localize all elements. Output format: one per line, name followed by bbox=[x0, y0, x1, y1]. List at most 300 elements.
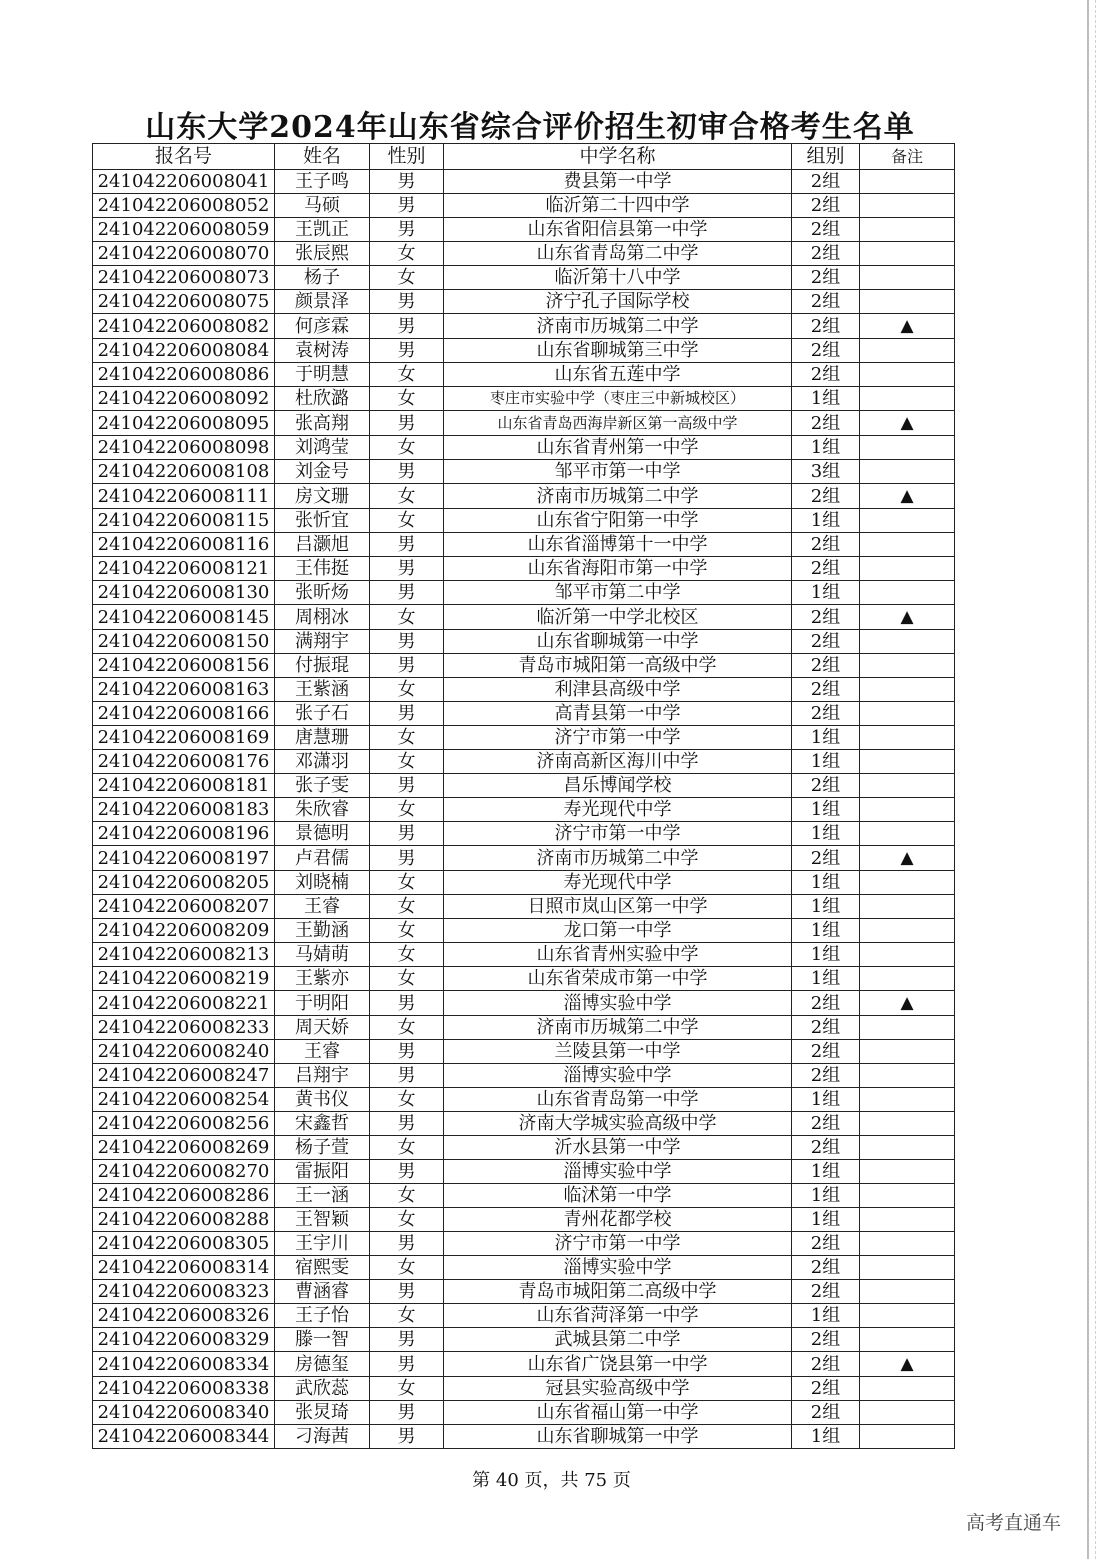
registration-id-cell: 241042206008075 bbox=[93, 290, 275, 314]
school-cell: 临沂第二十四中学 bbox=[444, 194, 792, 218]
note-cell bbox=[860, 1328, 955, 1352]
registration-id-cell: 241042206008092 bbox=[93, 387, 275, 411]
note-cell bbox=[860, 194, 955, 218]
group-cell: 1组 bbox=[792, 919, 860, 943]
sex-cell: 男 bbox=[370, 822, 444, 846]
group-cell: 1组 bbox=[792, 871, 860, 895]
note-cell bbox=[860, 242, 955, 266]
table-row bbox=[93, 1136, 955, 1160]
table-row bbox=[93, 991, 955, 1016]
note-cell bbox=[860, 1208, 955, 1232]
name-cell: 马婧萌 bbox=[275, 943, 370, 967]
name-cell: 杜欣潞 bbox=[275, 387, 370, 411]
school-cell: 昌乐博闻学校 bbox=[444, 774, 792, 798]
note-cell bbox=[860, 170, 955, 194]
name-cell: 滕一智 bbox=[275, 1328, 370, 1352]
name-cell: 邓潇羽 bbox=[275, 750, 370, 774]
school-cell: 山东省青岛第一中学 bbox=[444, 1088, 792, 1112]
note-cell bbox=[860, 581, 955, 605]
registration-id-cell: 241042206008240 bbox=[93, 1040, 275, 1064]
school-cell: 青岛市城阳第二高级中学 bbox=[444, 1280, 792, 1304]
registration-id-cell: 241042206008059 bbox=[93, 218, 275, 242]
group-cell: 1组 bbox=[792, 750, 860, 774]
registration-id-cell: 241042206008233 bbox=[93, 1016, 275, 1040]
group-cell: 3组 bbox=[792, 460, 860, 484]
group-cell: 1组 bbox=[792, 1160, 860, 1184]
name-cell: 王睿 bbox=[275, 1040, 370, 1064]
name-cell: 王紫亦 bbox=[275, 967, 370, 991]
sex-cell: 女 bbox=[370, 1088, 444, 1112]
group-cell: 2组 bbox=[792, 1280, 860, 1304]
sex-cell: 女 bbox=[370, 967, 444, 991]
registration-id-cell: 241042206008163 bbox=[93, 678, 275, 702]
registration-id-cell: 241042206008115 bbox=[93, 509, 275, 533]
registration-id-cell: 241042206008209 bbox=[93, 919, 275, 943]
sex-cell: 男 bbox=[370, 557, 444, 581]
sex-cell: 男 bbox=[370, 630, 444, 654]
triangle-mark-icon: ▲ bbox=[900, 848, 914, 868]
header-name: 姓名 bbox=[275, 144, 370, 170]
group-cell: 1组 bbox=[792, 436, 860, 460]
table-row bbox=[93, 363, 955, 387]
registration-id-cell: 241042206008247 bbox=[93, 1064, 275, 1088]
group-cell: 2组 bbox=[792, 266, 860, 290]
table-row bbox=[93, 581, 955, 605]
triangle-mark-icon: ▲ bbox=[900, 413, 914, 433]
registration-id-cell: 241042206008344 bbox=[93, 1425, 275, 1449]
sex-cell: 女 bbox=[370, 1377, 444, 1401]
binding-line bbox=[1087, 0, 1089, 1559]
note-cell bbox=[860, 266, 955, 290]
school-cell: 临沂第十八中学 bbox=[444, 266, 792, 290]
name-cell: 曹涵睿 bbox=[275, 1280, 370, 1304]
note-cell bbox=[860, 387, 955, 411]
sex-cell: 男 bbox=[370, 460, 444, 484]
school-cell: 龙口第一中学 bbox=[444, 919, 792, 943]
note-cell bbox=[860, 1064, 955, 1088]
table-row bbox=[93, 726, 955, 750]
sex-cell: 男 bbox=[370, 1040, 444, 1064]
group-cell: 1组 bbox=[792, 1425, 860, 1449]
note-cell bbox=[860, 774, 955, 798]
table-row bbox=[93, 871, 955, 895]
note-cell bbox=[860, 1425, 955, 1449]
group-cell: 2组 bbox=[792, 314, 860, 339]
school-cell: 寿光现代中学 bbox=[444, 798, 792, 822]
sex-cell: 女 bbox=[370, 266, 444, 290]
note-cell bbox=[860, 1016, 955, 1040]
table-row bbox=[93, 774, 955, 798]
school-cell: 山东省阳信县第一中学 bbox=[444, 218, 792, 242]
note-cell bbox=[860, 1040, 955, 1064]
table-row bbox=[93, 1088, 955, 1112]
triangle-mark-icon: ▲ bbox=[900, 486, 914, 506]
table-row bbox=[93, 170, 955, 194]
registration-id-cell: 241042206008176 bbox=[93, 750, 275, 774]
group-cell: 2组 bbox=[792, 1401, 860, 1425]
registration-id-cell: 241042206008098 bbox=[93, 436, 275, 460]
group-cell: 1组 bbox=[792, 387, 860, 411]
table-row bbox=[93, 702, 955, 726]
group-cell: 1组 bbox=[792, 581, 860, 605]
name-cell: 房德玺 bbox=[275, 1352, 370, 1377]
name-cell: 王伟挺 bbox=[275, 557, 370, 581]
sex-cell: 男 bbox=[370, 1401, 444, 1425]
header-sex: 性别 bbox=[370, 144, 444, 170]
table-row bbox=[93, 1232, 955, 1256]
note-cell bbox=[860, 1304, 955, 1328]
table-row bbox=[93, 822, 955, 846]
note-cell bbox=[860, 943, 955, 967]
triangle-mark-icon: ▲ bbox=[900, 316, 914, 336]
registration-id-cell: 241042206008205 bbox=[93, 871, 275, 895]
header-group: 组别 bbox=[792, 144, 860, 170]
note-cell bbox=[860, 967, 955, 991]
group-cell: 2组 bbox=[792, 605, 860, 630]
name-cell: 张炅琦 bbox=[275, 1401, 370, 1425]
note-cell bbox=[860, 533, 955, 557]
sex-cell: 男 bbox=[370, 218, 444, 242]
sex-cell: 男 bbox=[370, 533, 444, 557]
table-row bbox=[93, 678, 955, 702]
sex-cell: 女 bbox=[370, 509, 444, 533]
group-cell: 2组 bbox=[792, 533, 860, 557]
sex-cell: 女 bbox=[370, 436, 444, 460]
group-cell: 1组 bbox=[792, 1304, 860, 1328]
school-cell: 济宁孔子国际学校 bbox=[444, 290, 792, 314]
sex-cell: 女 bbox=[370, 726, 444, 750]
note-cell bbox=[860, 218, 955, 242]
registration-id-cell: 241042206008145 bbox=[93, 605, 275, 630]
group-cell: 1组 bbox=[792, 798, 860, 822]
registration-id-cell: 241042206008073 bbox=[93, 266, 275, 290]
registration-id-cell: 241042206008221 bbox=[93, 991, 275, 1016]
table-row bbox=[93, 895, 955, 919]
sex-cell: 女 bbox=[370, 943, 444, 967]
note-cell bbox=[860, 1352, 955, 1377]
group-cell: 1组 bbox=[792, 895, 860, 919]
name-cell: 武欣蕊 bbox=[275, 1377, 370, 1401]
sex-cell: 女 bbox=[370, 1256, 444, 1280]
name-cell: 刘鸿莹 bbox=[275, 436, 370, 460]
table-row bbox=[93, 387, 955, 411]
name-cell: 房文珊 bbox=[275, 484, 370, 509]
table-header-row bbox=[93, 144, 955, 170]
note-cell bbox=[860, 822, 955, 846]
group-cell: 1组 bbox=[792, 726, 860, 750]
school-cell: 日照市岚山区第一中学 bbox=[444, 895, 792, 919]
school-cell: 山东省福山第一中学 bbox=[444, 1401, 792, 1425]
sex-cell: 男 bbox=[370, 1064, 444, 1088]
school-cell: 济宁市第一中学 bbox=[444, 822, 792, 846]
note-cell bbox=[860, 991, 955, 1016]
table-row bbox=[93, 509, 955, 533]
note-cell bbox=[860, 290, 955, 314]
name-cell: 颜景泽 bbox=[275, 290, 370, 314]
name-cell: 刘晓楠 bbox=[275, 871, 370, 895]
group-cell: 2组 bbox=[792, 846, 860, 871]
school-cell: 济南市历城第二中学 bbox=[444, 846, 792, 871]
group-cell: 2组 bbox=[792, 1016, 860, 1040]
group-cell: 2组 bbox=[792, 484, 860, 509]
note-cell bbox=[860, 411, 955, 436]
name-cell: 景德明 bbox=[275, 822, 370, 846]
school-cell: 利津县高级中学 bbox=[444, 678, 792, 702]
sex-cell: 女 bbox=[370, 1304, 444, 1328]
school-cell: 济南大学城实验高级中学 bbox=[444, 1112, 792, 1136]
name-cell: 吕灏旭 bbox=[275, 533, 370, 557]
group-cell: 2组 bbox=[792, 242, 860, 266]
note-cell bbox=[860, 1401, 955, 1425]
registration-id-cell: 241042206008288 bbox=[93, 1208, 275, 1232]
name-cell: 唐慧珊 bbox=[275, 726, 370, 750]
name-cell: 宋鑫哲 bbox=[275, 1112, 370, 1136]
note-cell bbox=[860, 1088, 955, 1112]
table-row bbox=[93, 1160, 955, 1184]
note-cell bbox=[860, 484, 955, 509]
sex-cell: 男 bbox=[370, 339, 444, 363]
sex-cell: 男 bbox=[370, 194, 444, 218]
name-cell: 宿熙雯 bbox=[275, 1256, 370, 1280]
note-cell bbox=[860, 1184, 955, 1208]
school-cell: 兰陵县第一中学 bbox=[444, 1040, 792, 1064]
sex-cell: 女 bbox=[370, 871, 444, 895]
sex-cell: 男 bbox=[370, 846, 444, 871]
registration-id-cell: 241042206008334 bbox=[93, 1352, 275, 1377]
school-cell: 山东省五莲中学 bbox=[444, 363, 792, 387]
name-cell: 刁海茜 bbox=[275, 1425, 370, 1449]
registration-id-cell: 241042206008314 bbox=[93, 1256, 275, 1280]
school-cell: 山东省广饶县第一中学 bbox=[444, 1352, 792, 1377]
group-cell: 2组 bbox=[792, 1352, 860, 1377]
note-cell bbox=[860, 630, 955, 654]
school-cell: 济宁市第一中学 bbox=[444, 1232, 792, 1256]
registration-id-cell: 241042206008150 bbox=[93, 630, 275, 654]
school-cell: 济南市历城第二中学 bbox=[444, 1016, 792, 1040]
table-row bbox=[93, 314, 955, 339]
name-cell: 袁树涛 bbox=[275, 339, 370, 363]
table-row bbox=[93, 1256, 955, 1280]
table-row bbox=[93, 1184, 955, 1208]
name-cell: 王子怡 bbox=[275, 1304, 370, 1328]
group-cell: 2组 bbox=[792, 170, 860, 194]
group-cell: 2组 bbox=[792, 630, 860, 654]
name-cell: 于明慧 bbox=[275, 363, 370, 387]
note-cell bbox=[860, 1112, 955, 1136]
school-cell: 青岛市城阳第一高级中学 bbox=[444, 654, 792, 678]
group-cell: 2组 bbox=[792, 1040, 860, 1064]
table-row bbox=[93, 242, 955, 266]
school-cell: 济南市历城第二中学 bbox=[444, 484, 792, 509]
page-title: 山东大学2024年山东省综合评价招生初审合格考生名单 bbox=[145, 110, 915, 145]
school-cell: 沂水县第一中学 bbox=[444, 1136, 792, 1160]
school-cell: 山东省青岛西海岸新区第一高级中学 bbox=[444, 411, 792, 436]
group-cell: 2组 bbox=[792, 290, 860, 314]
sex-cell: 男 bbox=[370, 654, 444, 678]
name-cell: 王宇川 bbox=[275, 1232, 370, 1256]
group-cell: 2组 bbox=[792, 218, 860, 242]
note-cell bbox=[860, 557, 955, 581]
name-cell: 周栩冰 bbox=[275, 605, 370, 630]
group-cell: 1组 bbox=[792, 1184, 860, 1208]
sex-cell: 男 bbox=[370, 991, 444, 1016]
note-cell bbox=[860, 1256, 955, 1280]
table-row bbox=[93, 605, 955, 630]
name-cell: 付振琨 bbox=[275, 654, 370, 678]
table-row bbox=[93, 846, 955, 871]
sex-cell: 女 bbox=[370, 1016, 444, 1040]
table-row bbox=[93, 1328, 955, 1352]
table-row bbox=[93, 290, 955, 314]
table-row bbox=[93, 967, 955, 991]
name-cell: 张子雯 bbox=[275, 774, 370, 798]
registration-id-cell: 241042206008156 bbox=[93, 654, 275, 678]
name-cell: 朱欣睿 bbox=[275, 798, 370, 822]
school-cell: 济宁市第一中学 bbox=[444, 726, 792, 750]
school-cell: 山东省荣成市第一中学 bbox=[444, 967, 792, 991]
table-row bbox=[93, 1016, 955, 1040]
school-cell: 山东省聊城第一中学 bbox=[444, 630, 792, 654]
table-row bbox=[93, 1064, 955, 1088]
sex-cell: 女 bbox=[370, 484, 444, 509]
table-row bbox=[93, 484, 955, 509]
sex-cell: 男 bbox=[370, 1328, 444, 1352]
name-cell: 杨子萱 bbox=[275, 1136, 370, 1160]
table-row bbox=[93, 798, 955, 822]
table-row bbox=[93, 339, 955, 363]
group-cell: 2组 bbox=[792, 774, 860, 798]
group-cell: 2组 bbox=[792, 678, 860, 702]
group-cell: 2组 bbox=[792, 1377, 860, 1401]
school-cell: 高青县第一中学 bbox=[444, 702, 792, 726]
name-cell: 何彦霖 bbox=[275, 314, 370, 339]
note-cell bbox=[860, 605, 955, 630]
registration-id-cell: 241042206008070 bbox=[93, 242, 275, 266]
note-cell bbox=[860, 919, 955, 943]
sex-cell: 男 bbox=[370, 411, 444, 436]
table-row bbox=[93, 654, 955, 678]
name-cell: 王子鸣 bbox=[275, 170, 370, 194]
registration-id-cell: 241042206008286 bbox=[93, 1184, 275, 1208]
name-cell: 卢君儒 bbox=[275, 846, 370, 871]
name-cell: 周天娇 bbox=[275, 1016, 370, 1040]
registration-id-cell: 241042206008270 bbox=[93, 1160, 275, 1184]
sex-cell: 男 bbox=[370, 1425, 444, 1449]
sex-cell: 女 bbox=[370, 1184, 444, 1208]
sex-cell: 男 bbox=[370, 1232, 444, 1256]
sex-cell: 男 bbox=[370, 290, 444, 314]
registration-id-cell: 241042206008084 bbox=[93, 339, 275, 363]
registration-id-cell: 241042206008254 bbox=[93, 1088, 275, 1112]
name-cell: 张子石 bbox=[275, 702, 370, 726]
note-cell bbox=[860, 1136, 955, 1160]
page-number: 第 40 页，共 75 页 bbox=[472, 1470, 631, 1491]
name-cell: 于明阳 bbox=[275, 991, 370, 1016]
group-cell: 1组 bbox=[792, 1208, 860, 1232]
group-cell: 2组 bbox=[792, 1112, 860, 1136]
sex-cell: 女 bbox=[370, 387, 444, 411]
triangle-mark-icon: ▲ bbox=[900, 1354, 914, 1374]
registration-id-cell: 241042206008111 bbox=[93, 484, 275, 509]
note-cell bbox=[860, 436, 955, 460]
registration-id-cell: 241042206008323 bbox=[93, 1280, 275, 1304]
header-school: 中学名称 bbox=[444, 144, 792, 170]
name-cell: 吕翔宇 bbox=[275, 1064, 370, 1088]
group-cell: 2组 bbox=[792, 411, 860, 436]
group-cell: 2组 bbox=[792, 363, 860, 387]
name-cell: 雷振阳 bbox=[275, 1160, 370, 1184]
sex-cell: 男 bbox=[370, 314, 444, 339]
school-cell: 寿光现代中学 bbox=[444, 871, 792, 895]
registration-id-cell: 241042206008338 bbox=[93, 1377, 275, 1401]
school-cell: 山东省淄博第十一中学 bbox=[444, 533, 792, 557]
school-cell: 淄博实验中学 bbox=[444, 1160, 792, 1184]
school-cell: 济南高新区海川中学 bbox=[444, 750, 792, 774]
school-cell: 邹平市第一中学 bbox=[444, 460, 792, 484]
registration-id-cell: 241042206008082 bbox=[93, 314, 275, 339]
group-cell: 2组 bbox=[792, 654, 860, 678]
registration-id-cell: 241042206008086 bbox=[93, 363, 275, 387]
name-cell: 黄书仪 bbox=[275, 1088, 370, 1112]
table-row bbox=[93, 411, 955, 436]
table-row bbox=[93, 750, 955, 774]
group-cell: 1组 bbox=[792, 1088, 860, 1112]
group-cell: 2组 bbox=[792, 1328, 860, 1352]
registration-id-cell: 241042206008196 bbox=[93, 822, 275, 846]
note-cell bbox=[860, 1232, 955, 1256]
sex-cell: 女 bbox=[370, 1208, 444, 1232]
name-cell: 满翔宇 bbox=[275, 630, 370, 654]
note-cell bbox=[860, 1160, 955, 1184]
name-cell: 王睿 bbox=[275, 895, 370, 919]
note-cell bbox=[860, 750, 955, 774]
note-cell bbox=[860, 1377, 955, 1401]
note-cell bbox=[860, 339, 955, 363]
sex-cell: 女 bbox=[370, 242, 444, 266]
table-row bbox=[93, 460, 955, 484]
sex-cell: 女 bbox=[370, 678, 444, 702]
sex-cell: 女 bbox=[370, 605, 444, 630]
note-cell bbox=[860, 895, 955, 919]
registration-id-cell: 241042206008197 bbox=[93, 846, 275, 871]
roster-table bbox=[92, 143, 955, 1449]
table-row bbox=[93, 1377, 955, 1401]
school-cell: 青州花都学校 bbox=[444, 1208, 792, 1232]
registration-id-cell: 241042206008041 bbox=[93, 170, 275, 194]
registration-id-cell: 241042206008183 bbox=[93, 798, 275, 822]
triangle-mark-icon: ▲ bbox=[900, 993, 914, 1013]
name-cell: 王一涵 bbox=[275, 1184, 370, 1208]
name-cell: 马硕 bbox=[275, 194, 370, 218]
note-cell bbox=[860, 363, 955, 387]
sex-cell: 男 bbox=[370, 1280, 444, 1304]
name-cell: 王勤涵 bbox=[275, 919, 370, 943]
registration-id-cell: 241042206008219 bbox=[93, 967, 275, 991]
school-cell: 山东省海阳市第一中学 bbox=[444, 557, 792, 581]
school-cell: 山东省青岛第二中学 bbox=[444, 242, 792, 266]
note-cell bbox=[860, 314, 955, 339]
group-cell: 2组 bbox=[792, 339, 860, 363]
roster-body bbox=[93, 170, 955, 1449]
group-cell: 2组 bbox=[792, 194, 860, 218]
note-cell bbox=[860, 460, 955, 484]
note-cell bbox=[860, 678, 955, 702]
group-cell: 2组 bbox=[792, 1232, 860, 1256]
table-row bbox=[93, 1280, 955, 1304]
school-cell: 淄博实验中学 bbox=[444, 1064, 792, 1088]
group-cell: 2组 bbox=[792, 991, 860, 1016]
note-cell bbox=[860, 654, 955, 678]
